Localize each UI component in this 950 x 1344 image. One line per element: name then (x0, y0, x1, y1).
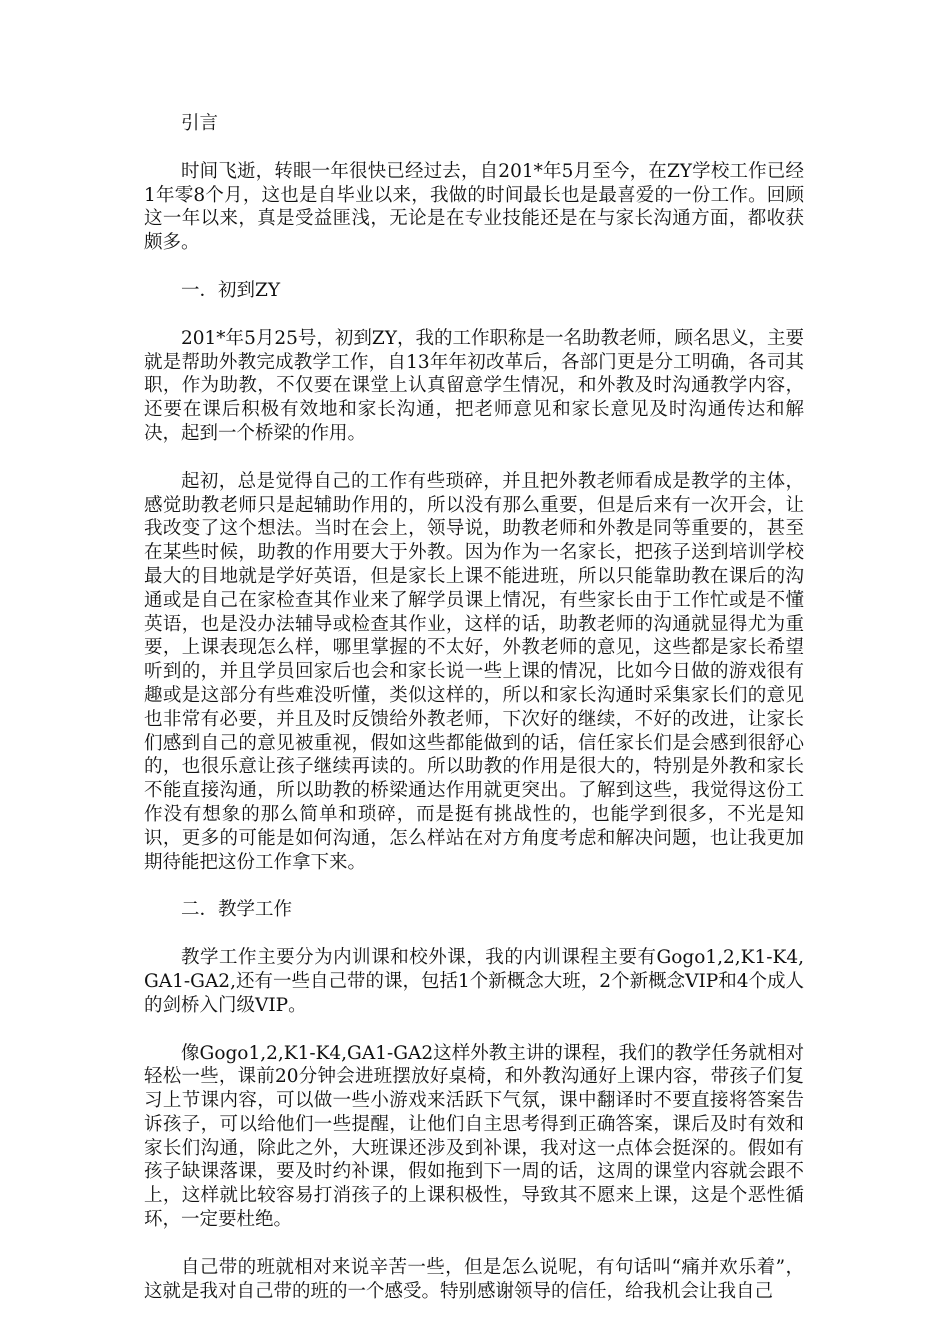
section2-paragraph-2: 像Gogo1,2,K1-K4,GA1-GA2这样外教主讲的课程，我们的教学任务就相对轻松一些，课前20分钟会进班摆放好桌椅，和外教沟通好上课内容，带孩子们复习上节课内容，可以做一些小游戏来活跃下气氛，课中翻译时不要直接将答案告诉孩子，可以给他们一些提醒，让他们自主思考得到正确答案，课后及时有效和家长们沟通，除此之外，大班课还涉及到补课，我对这一点体会挺深的。假如有孩子缺课落课，要及时约补课，假如拖到下一周的话，这周的课堂内容就会跟不上，这样就比较容易打消孩子的上课积极性，导致其不愿来上课，这是个恶性循环，一定要杜绝。 (144, 1042, 804, 1231)
document-body (144, 112, 804, 1327)
intro-heading: 引言 (181, 113, 219, 134)
section2-heading: 二．教学工作 (181, 899, 293, 921)
section1-heading: 一．初到ZY (181, 279, 281, 301)
section2-paragraph-1: 教学工作主要分为内训课和校外课，我的内训课程主要有Gogo1,2,K1-K4,GA1-GA2,还有一些自己带的课，包括1个新概念大班，2个新概念VIP和4个成人的剑桥入门级VIP。 (144, 947, 804, 1016)
section1-paragraph-2: 起初，总是觉得自己的工作有些琐碎，并且把外教老师看成是教学的主体，感觉助教老师只是起辅助作用的，所以没有那么重要，但是后来有一次开会，让我改变了这个想法。当时在会上，领导说，助教老师和外教是同等重要的，甚至在某些时候，助教的作用要大于外教。因为作为一名家长，把孩子送到培训学校最大的目地就是学好英语，但是家长上课不能进班，所以只能靠助教在课后的沟通或是自己在家检查其作业来了解学员课上情况，有些家长由于工作忙或是不懂英语，也是没办法辅导或检查其作业，这样的话，助教老师的沟通就显得尤为重要，上课表现怎么样，哪里掌握的不太好，外教老师的意见，这些都是家长希望听到的，并且学员回家后也会和家长说一些上课的情况，比如今日做的游戏很有趣或是这部分有些难没听懂，类似这样的，所以和家长沟通时采集家长们的意见也非常有必要，并且及时反馈给外教老师，下次好的继续，不好的改进，让家长们感到自己的意见被重视，假如这些都能做到的话，信任家长们是会感到很舒心的，也很乐意让孩子继续再读的。所以助教的作用是很大的，特别是外教和家长不能直接沟通，所以助教的桥梁通达作用就更突出。了解到这些，我觉得这份工作没有想象的那么简单和琐碎，而是挺有挑战性的，也能学到很多，不光是知识，更多的可能是如何沟通，怎么样站在对方角度考虑和解决问题，也让我更加期待能把这份工作拿下来。 (144, 470, 804, 873)
section1-paragraph-1: 201*年5月25号，初到ZY，我的工作职称是一名助教老师，顾名思义，主要就是帮助外教完成教学工作，自13年年初改革后，各部门更是分工明确，各司其职，作为助教，不仅要在课堂上认真留意学生情况，和外教及时沟通教学内容，还要在课后积极有效地和家长沟通，把老师意见和家长意见及时沟通传达和解决，起到一个桥梁的作用。 (144, 327, 804, 444)
intro-paragraph: 时间飞逝，转眼一年很快已经过去，自201*年5月至今，在ZY学校工作已经1年零8个月，这也是自毕业以来，我做的时间最长也是最喜爱的一份工作。回顾这一年以来，真是受益匪浅，无论是在专业技能还是在与家长沟通方面，都收获颇多。 (144, 160, 804, 254)
section2-paragraph-3: 自己带的班就相对来说辛苦一些，但是怎么说呢，有句话叫“痛并欢乐着”，这就是我对自己带的班的一个感受。特别感谢领导的信任，给我机会让我自己 (144, 1256, 804, 1302)
